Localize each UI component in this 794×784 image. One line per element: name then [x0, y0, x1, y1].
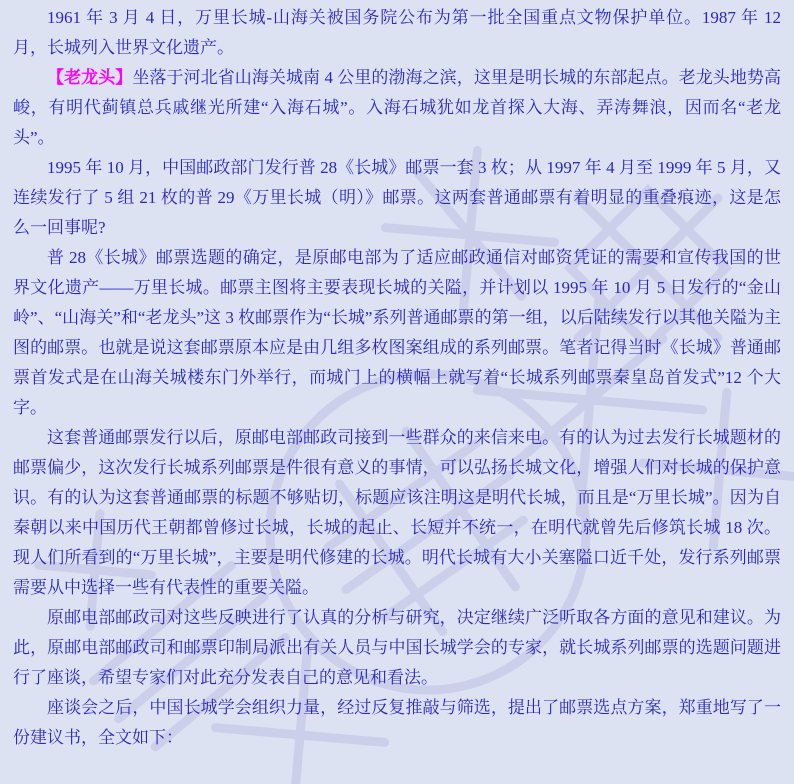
paragraph-stamp-issues: 1995 年 10 月，中国邮政部门发行普 28《长城》邮票一套 3 枚；从 1997 年 4 月至 1999 年 5 月，又连续发行了 5 组 21 枚的普 29《万里长城（明）》邮票。这两套普通邮票有着明显的重叠痕迹，这是怎么一回事呢?	[13, 158, 781, 237]
paragraph-history: 1961 年 3 月 4 日，万里长城-山海关被国务院公布为第一批全国重点文物保护单位。1987 年 12 月，长城列入世界文化遗产。	[13, 8, 781, 57]
paragraph-pu28-topic: 普 28《长城》邮票选题的确定，是原邮电部为了适应邮政通信对邮资凭证的需要和宣传我国的世界文化遗产——万里长城。邮票主图将主要表现长城的关隘，并计划以 1995 年 10 月 5 日发行的“金山岭”、“山海关”和“老龙头”这 3 枚邮票作为“长城”系列普通邮票的第一组，以后陆续发行以其他关隘为主图的邮票。也就是说这套邮票原本应是由几组多枚图案组成的系列邮票。笔者记得当时《长城》普通邮票首发式是在山海关城楼东门外举行，而城门上的横幅上就写着“长城系列邮票秦皇岛首发式”12 个大字。	[13, 248, 781, 417]
entry-body-laolongtou: 坐落于河北省山海关城南 4 公里的渤海之滨，这里是明长城的东部起点。老龙头地势高峻，有明代蓟镇总兵戚继光所建“入海石城”。入海石城犹如龙首探入大海、弄涛舞浪，因而名“老龙头”。	[13, 68, 782, 147]
entry-label-laolongtou: 【老龙头】	[47, 68, 133, 87]
paragraph-proposal-intro: 座谈会之后，中国长城学会组织力量，经过反复推敲与筛选，提出了邮票选点方案，郑重地写了一份建议书，全文如下：	[13, 698, 781, 747]
paragraph-laolongtou	[13, 63, 781, 153]
paragraph-public-feedback: 这套普通邮票发行以后，原邮电部邮政司接到一些群众的来信来电。有的认为过去发行长城题材的邮票偏少，这次发行长城系列邮票是件很有意义的事情，可以弘扬长城文化，增强人们对长城的保护意识。有的认为这套普通邮票的标题不够贴切，标题应该注明这是明代长城，而且是“万里长城”。因为自秦朝以来中国历代王朝都曾修过长城，长城的起止、长短并不统一，在明代就曾先后修筑长城 18 次。现人们所看到的“万里长城”，主要是明代修建的长城。明代长城有大小关塞隘口近千处，发行系列邮票需要从中选择一些有代表性的重要关隘。	[13, 428, 781, 597]
paragraph-forum: 原邮电部邮政司对这些反映进行了认真的分析与研究，决定继续广泛听取各方面的意见和建议。为此，原邮电部邮政司和邮票印制局派出有关人员与中国长城学会的专家，就长城系列邮票的选题问题进行了座谈，希望专家们对此充分发表自己的意见和看法。	[13, 608, 781, 687]
